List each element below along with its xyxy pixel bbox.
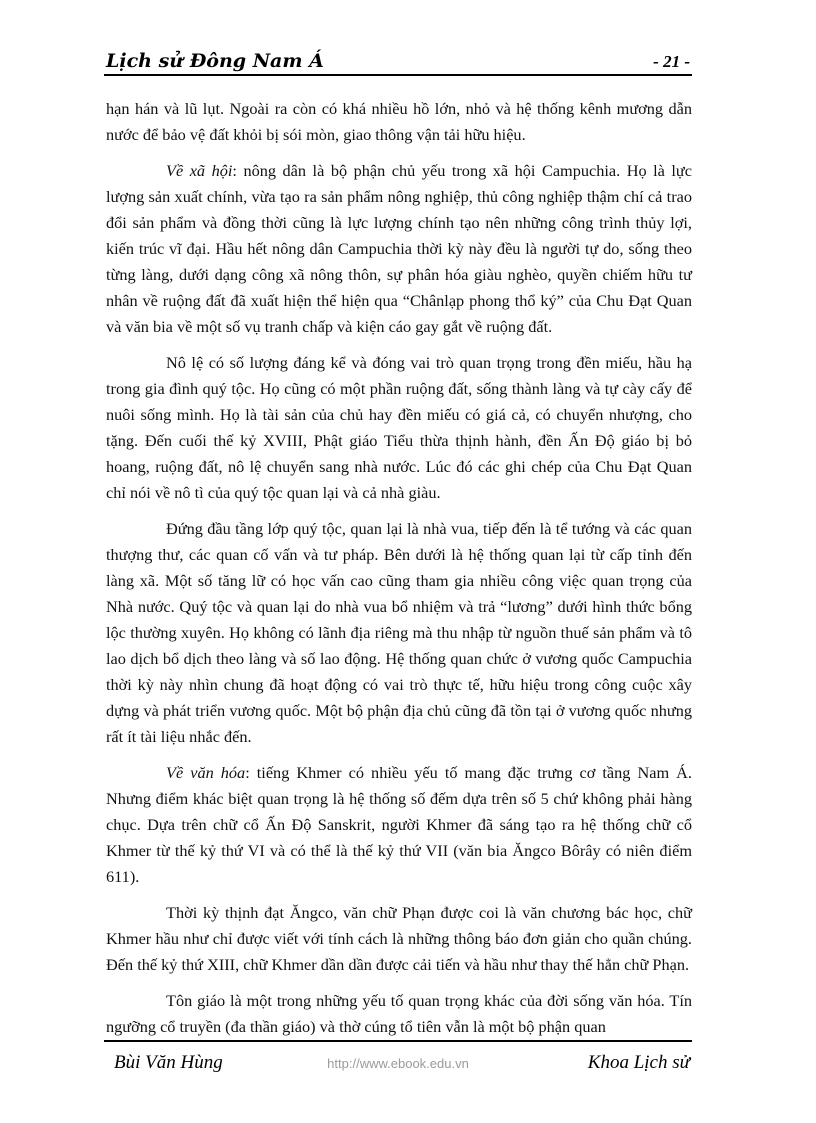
paragraph-lead: Về xã hội <box>166 161 233 180</box>
body-text <box>106 96 692 1050</box>
page-footer <box>104 1040 692 1082</box>
paragraph-text: Tôn giáo là một trong những yếu tố quan trọng khác của đời sống văn hóa. Tín ngưỡng cổ truyền (đa thần giáo) và thờ cúng tổ tiên vẫn là một bộ phận quan <box>106 991 692 1036</box>
footer-author: Bùi Văn Hùng <box>114 1052 223 1073</box>
paragraph-lead: Về văn hóa <box>166 763 246 782</box>
paragraph-text: Thời kỳ thịnh đạt Ăngco, văn chữ Phạn được coi là văn chương bác học, chữ Khmer hầu như chỉ được viết với tính cách là những thông báo đơn giản cho quần chúng. Đến thế kỷ thứ XIII, chữ Khmer dần dần được cải tiến và hầu như thay thế hẳn chữ Phạn. <box>106 903 692 974</box>
paragraph <box>106 158 692 340</box>
paragraph <box>106 900 692 978</box>
paragraph-text: : nông dân là bộ phận chủ yếu trong xã hội Campuchia. Họ là lực lượng sản xuất chính, vừa tạo ra sản phẩm nông nghiệp, thủ công nghiệp thậm chí cả trao đổi sản phẩm và đồng thời cũng là lực lượng chính tạo nên những công trình thủy lợi, kiến trúc vĩ đại. Hầu hết nông dân Campuchia thời kỳ này đều là người tự do, sống theo từng làng, dưới dạng công xã nông thôn, sự phân hóa giàu nghèo, quyền chiếm hữu tư nhân về ruộng đất đã xuất hiện thể hiện qua “Chânlạp phong thổ ký” của Chu Đạt Quan và văn bia về một số vụ tranh chấp và kiện cáo gay gắt về ruộng đất. <box>106 161 692 336</box>
paragraph-text: : tiếng Khmer có nhiều yếu tố mang đặc trưng cơ tầng Nam Á. Nhưng điểm khác biệt quan trọng là hệ thống số đếm dựa trên số 5 chứ không phải hàng chục. Dựa trên chữ cổ Ấn Độ Sanskrit, người Khmer đã sáng tạo ra hệ thống chữ cổ Khmer từ thế kỷ thứ VI và có thể là thế kỷ thứ VII (văn bia Ăngco Bôrây có niên điểm 611). <box>106 763 692 886</box>
paragraph-text: hạn hán và lũ lụt. Ngoài ra còn có khá nhiều hồ lớn, nhỏ và hệ thống kênh mương dẫn nước để bảo vệ đất khỏi bị sói mòn, giao thông vận tải hữu hiệu. <box>106 99 692 144</box>
page-number: - 21 - <box>653 52 690 71</box>
paragraph-text: Đứng đầu tầng lớp quý tộc, quan lại là nhà vua, tiếp đến là tể tướng và các quan thượng thư, các quan cố vấn và tư pháp. Bên dưới là hệ thống quan lại từ cấp tỉnh đến làng xã. Một số tăng lữ có học vấn cao cũng tham gia nhiều công việc quan trọng của Nhà nước. Quý tộc và quan lại do nhà vua bổ nhiệm và trả “lương” dưới hình thức bổng lộc thường xuyên. Họ không có lãnh địa riêng mà thu nhập từ nguồn thuế sản phẩm và tô lao dịch bổ dịch theo làng và số lao động. Hệ thống quan chức ở vương quốc Campuchia thời kỳ này nhìn chung đã hoạt động có vai trò thực tế, hữu hiệu trong công cuộc xây dựng và phát triển vương quốc. Một bộ phận địa chủ cũng đã tồn tại ở vương quốc nhưng rất ít tài liệu nhắc đến. <box>106 519 692 746</box>
paragraph <box>106 516 692 750</box>
paragraph-text: Nô lệ có số lượng đáng kể và đóng vai trò quan trọng trong đền miếu, hầu hạ trong gia đình quý tộc. Họ cũng có một phần ruộng đất, sống thành làng và tự cày cấy để nuôi sống mình. Họ là tài sản của chủ hay đền miếu có giá cả, có chuyển nhượng, cho tặng. Đến cuối thế kỷ XVIII, Phật giáo Tiểu thừa thịnh hành, đền Ấn Độ giáo bị bỏ hoang, ruộng đất, nô lệ chuyển sang nhà nước. Lúc đó các ghi chép của Chu Đạt Quan chỉ nói về nô tì của quý tộc quan lại và cả nhà giàu. <box>106 353 692 502</box>
footer-url[interactable]: http://www.ebook.edu.vn <box>327 1056 469 1071</box>
paragraph <box>106 350 692 506</box>
paragraph <box>106 760 692 890</box>
page-header <box>104 48 692 76</box>
footer-department: Khoa Lịch sử <box>587 1052 690 1073</box>
paragraph <box>106 988 692 1040</box>
paragraph <box>106 96 692 148</box>
header-title: Lịch sử Đông Nam Á <box>106 50 324 72</box>
